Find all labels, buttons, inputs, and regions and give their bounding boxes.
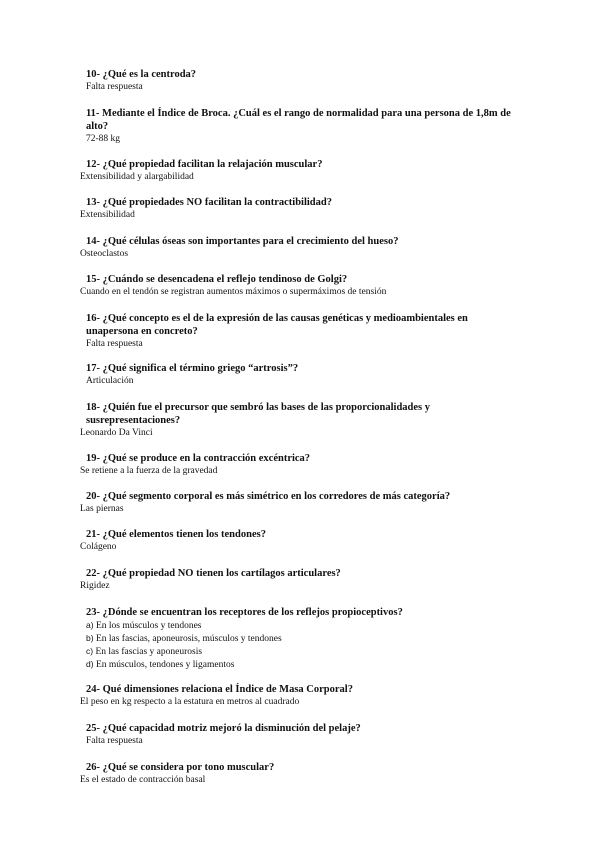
question-20: [80, 490, 520, 515]
question-22: [80, 567, 520, 592]
question-text: 26- ¿Qué se considera por tono muscular?: [86, 762, 275, 773]
question-15: [80, 273, 520, 298]
question-26: [80, 761, 520, 786]
answer-text: Colágeno: [80, 542, 117, 552]
question-21: [80, 528, 520, 553]
question-17: [80, 362, 520, 387]
question-text: 23- ¿Dónde se encuentran los receptores de los reflejos propioceptivos?: [86, 607, 403, 618]
answer-text: Es el estado de contracción basal: [80, 775, 206, 785]
option-a: a) En los músculos y tendones: [86, 620, 202, 631]
question-13: [80, 196, 520, 221]
answer-text: 72-88 kg: [86, 134, 121, 144]
question-23: [80, 606, 520, 671]
question-text: 13- ¿Qué propiedades NO facilitan la contractibilidad?: [86, 197, 332, 208]
answer-text: Articulación: [86, 376, 134, 386]
option-c: c) En las fascias y aponeurosis: [86, 646, 203, 657]
answer-text: Falta respuesta: [86, 82, 143, 92]
question-text: 16- ¿Qué concepto es el de la expresión de las causas genéticas y medioambientales en unapersona en concreto?: [86, 313, 468, 337]
answer-text: Extensibilidad: [80, 210, 135, 220]
answer-text: Las piernas: [80, 504, 124, 514]
option-list: [80, 619, 520, 671]
question-24: [80, 683, 520, 708]
answer-text: Falta respuesta: [86, 736, 143, 746]
answer-text: Rigidez: [80, 581, 110, 591]
question-text: 14- ¿Qué células óseas son importantes para el crecimiento del hueso?: [86, 236, 399, 247]
question-18: [80, 401, 520, 439]
question-14: [80, 235, 520, 260]
option-d: d) En músculos, tendones y ligamentos: [86, 659, 235, 670]
question-text: 24- Qué dimensiones relaciona el Índice de Masa Corporal?: [86, 684, 353, 695]
question-12: [80, 158, 520, 183]
answer-text: Osteoclastos: [80, 249, 129, 259]
question-text: 11- Mediante el Índice de Broca. ¿Cuál es el rango de normalidad para una persona de 1,8m de alto?: [86, 108, 511, 132]
answer-text: Extensibilidad y alargabilidad: [80, 172, 194, 182]
question-16: [80, 312, 520, 350]
question-25: [80, 722, 520, 747]
question-text: 19- ¿Qué se produce en la contracción excéntrica?: [86, 453, 311, 464]
question-text: 20- ¿Qué segmento corporal es más simétrico en los corredores de más categoría?: [86, 491, 451, 502]
question-text: 15- ¿Cuándo se desencadena el reflejo tendinoso de Golgi?: [86, 274, 348, 285]
question-text: 25- ¿Qué capacidad motriz mejoró la disminución del pelaje?: [86, 723, 361, 734]
question-11: [80, 107, 520, 145]
answer-text: Se retiene a la fuerza de la gravedad: [80, 466, 218, 476]
question-19: [80, 452, 520, 477]
question-text: 18- ¿Quién fue el precursor que sembró las bases de las proporcionalidades y susrepresentaciones?: [86, 402, 430, 426]
question-text: 10- ¿Qué es la centroda?: [86, 69, 197, 80]
answer-text: Cuando en el tendón se registran aumentos máximos o supermáximos de tensión: [80, 287, 387, 297]
question-text: 22- ¿Qué propiedad NO tienen los cartílagos articulares?: [86, 568, 341, 579]
question-text: 21- ¿Qué elementos tienen los tendones?: [86, 529, 266, 540]
answer-text: Leonardo Da Vinci: [80, 428, 153, 438]
question-text: 17- ¿Qué significa el término griego “artrosis”?: [86, 363, 299, 374]
answer-text: Falta respuesta: [86, 339, 143, 349]
answer-text: El peso en kg respecto a la estatura en metros al cuadrado: [80, 697, 300, 707]
question-10: [80, 68, 520, 93]
question-text: 12- ¿Qué propiedad facilitan la relajación muscular?: [86, 159, 323, 170]
option-b: b) En las fascias, aponeurosis, músculos y tendones: [86, 633, 282, 644]
